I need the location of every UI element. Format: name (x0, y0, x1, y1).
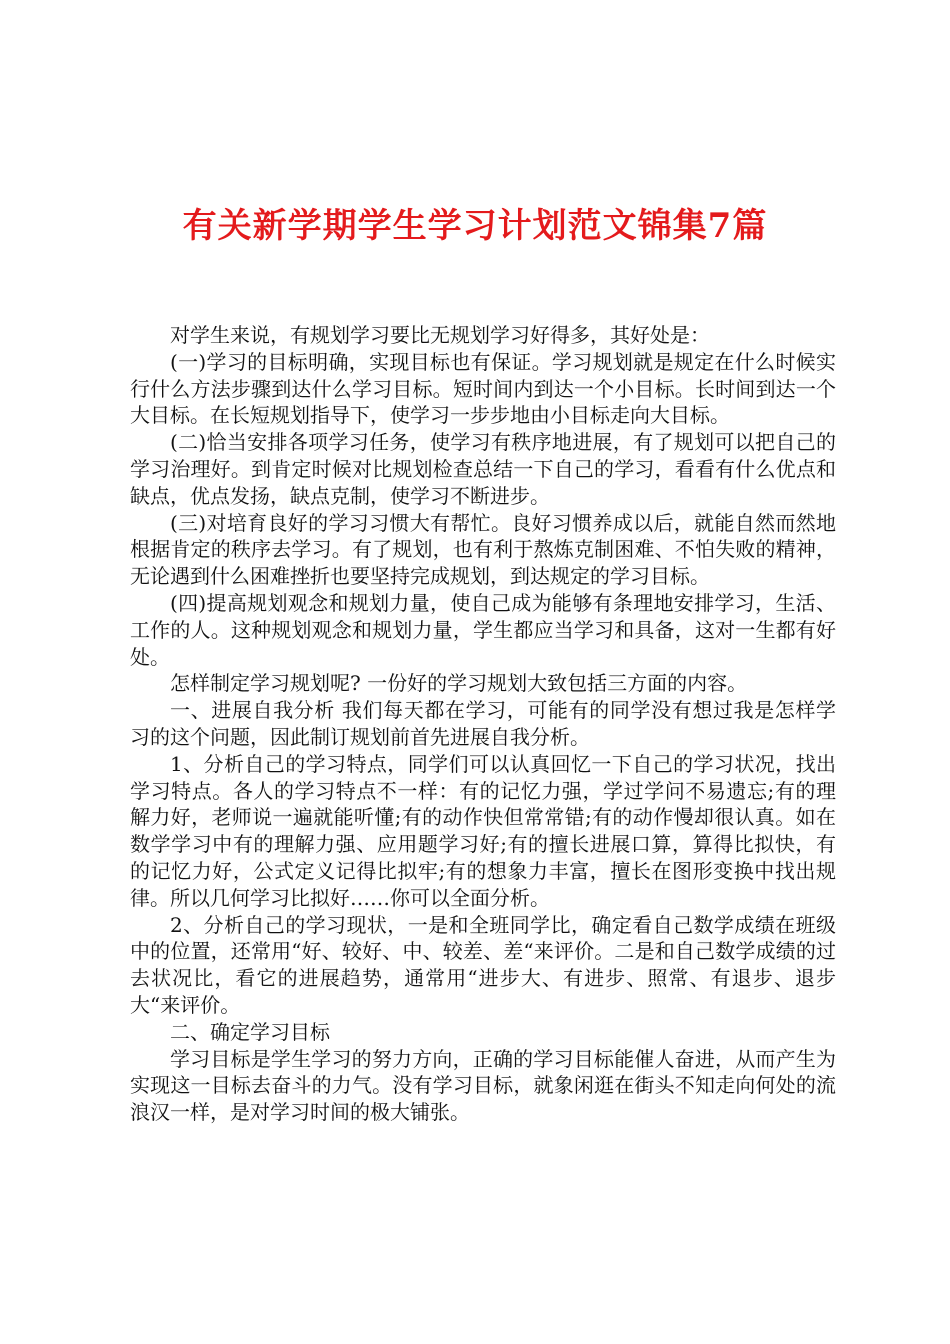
paragraph: 怎样制定学习规划呢? 一份好的学习规划大致包括三方面的内容。 (170, 671, 748, 696)
paragraph: 2、分析自己的学习现状，一是和全班同学比，确定看自己数学成绩在班级中的位置，还常用“好、较好、中、较差、差“来评价。二是和自己数学成绩的过去状况比，看它的进展趋势，通常用“进步大、有进步、照常、有退步、退步大“来评价。 (130, 912, 836, 1017)
document-title: 有关新学期学生学习计划范文锦集7篇 (182, 206, 768, 246)
paragraph: 一、进展自我分析 我们每天都在学习，可能有的同学没有想过我是怎样学习的这个问题，因此制订规划前首先进展自我分析。 (130, 698, 836, 749)
paragraph: 学习目标是学生学习的努力方向，正确的学习目标能催人奋进，从而产生为实现这一目标去奋斗的力气。没有学习目标，就象闲逛在街头不知走向何处的流浪汉一样，是对学习时间的极大铺张。 (130, 1046, 836, 1125)
paragraph: (一)学习的目标明确，实现目标也有保证。学习规划就是规定在什么时候实行什么方法步骤到达什么学习目标。短时间内到达一个小目标。长时间到达一个大目标。在长短规划指导下，使学习一步步地由小目标走向大目标。 (130, 349, 836, 428)
paragraph: (三)对培育良好的学习习惯大有帮忙。良好习惯养成以后，就能自然而然地根据肯定的秩序去学习。有了规划，也有利于熬炼克制困难、不怕失败的精神，无论遇到什么困难挫折也要坚持完成规划，到达规定的学习目标。 (130, 510, 836, 589)
paragraph: (二)恰当安排各项学习任务，使学习有秩序地进展，有了规划可以把自己的学习治理好。到肯定时候对比规划检查总结一下自己的学习，看看有什么优点和缺点，优点发扬，缺点克制，使学习不断进步。 (130, 430, 836, 508)
section-heading: 二、确定学习目标 (170, 1019, 330, 1044)
paragraph: 1、分析自己的学习特点，同学们可以认真回忆一下自己的学习状况，找出学习特点。各人的学习特点不一样：有的记忆力强，学过学问不易遗忘;有的理解力好，老师说一遍就能听懂;有的动作快但常常错;有的动作慢却很认真。如在数学学习中有的理解力强、应用题学习好;有的擅长进展口算，算得比拟快，有的记忆力好，公式定义记得比拟牢;有的想象力丰富，擅长在图形变换中找出规律。所以几何学习比拟好……你可以全面分析。 (130, 751, 836, 910)
document-body (130, 322, 836, 1126)
paragraph: 对学生来说，有规划学习要比无规划学习好得多，其好处是： (170, 323, 710, 347)
paragraph: (四)提高规划观念和规划力量，使自己成为能够有条理地安排学习，生活、工作的人。这种规划观念和规划力量，学生都应当学习和具备，这对一生都有好处。 (130, 590, 836, 669)
